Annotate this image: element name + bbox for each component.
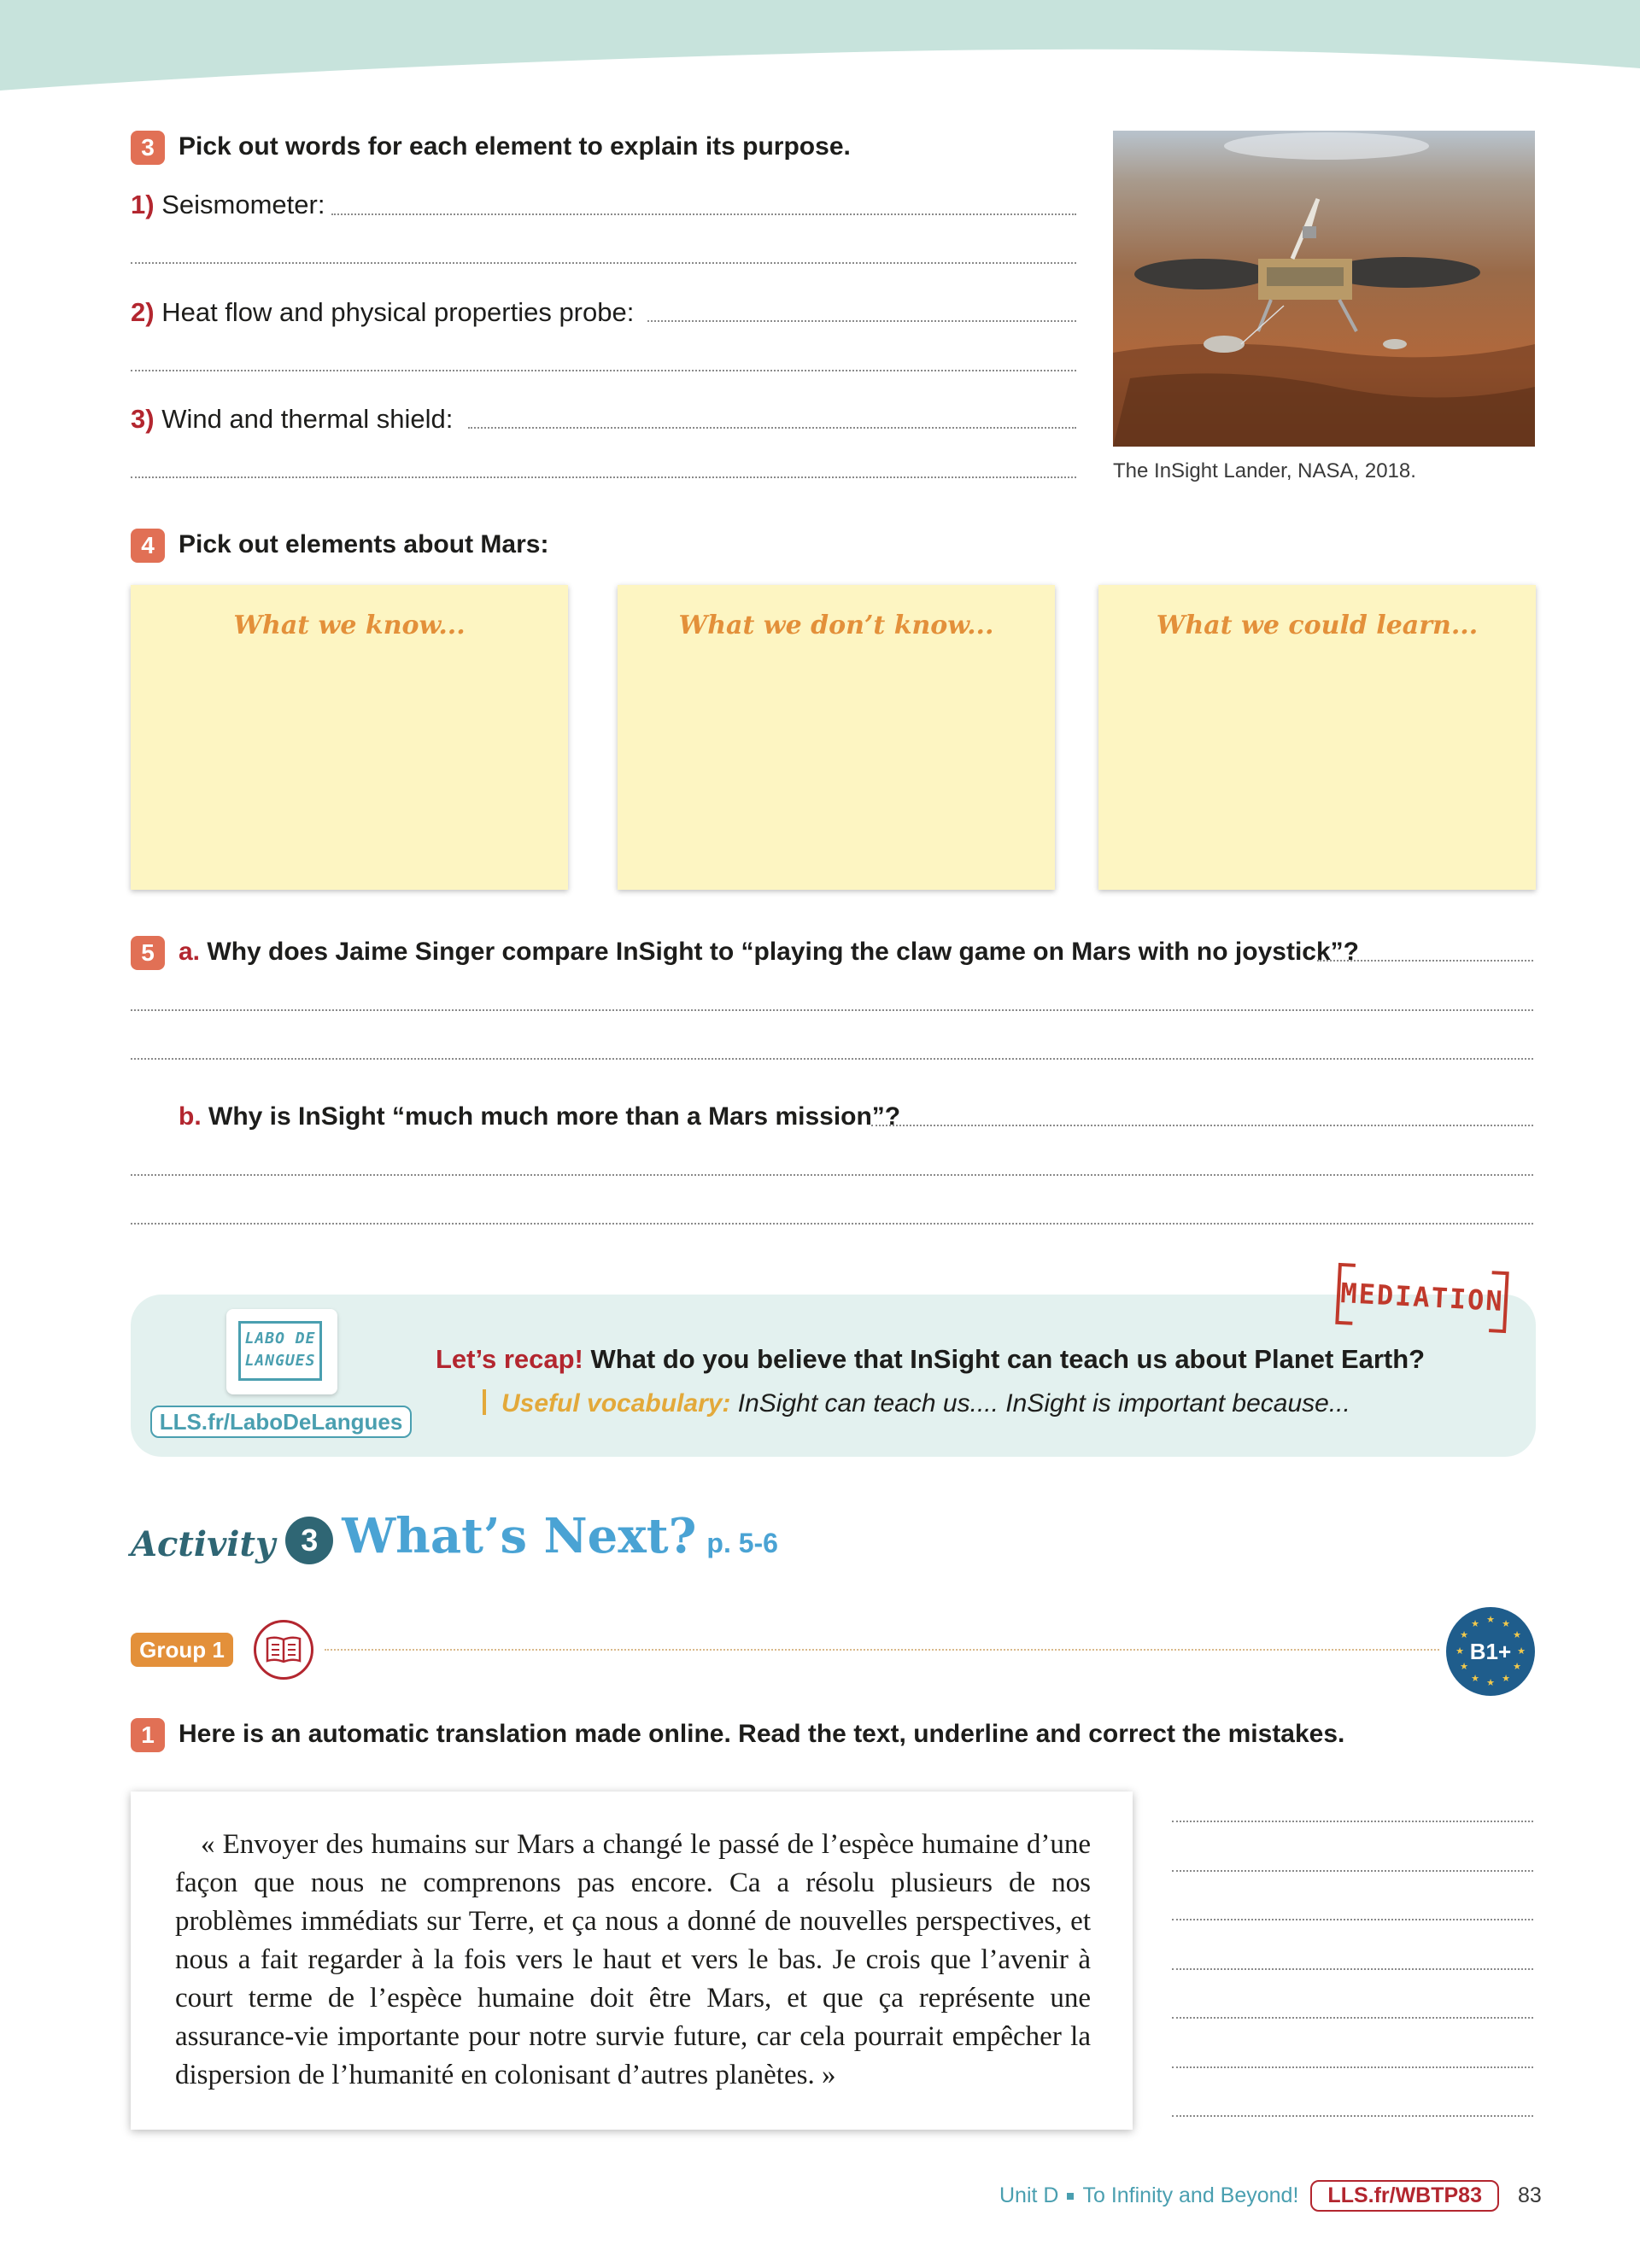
mediation-stamp: MEDIATION [1333,1261,1511,1336]
recap-question: Let’s recap! What do you believe that InSight can teach us about Planet Earth? [436,1344,1426,1374]
labo-de-langues-logo[interactable] [226,1309,337,1394]
answer-line[interactable] [131,1058,1533,1060]
question-5b: b. Why is InSight “much much more than a Mars mission”? [179,1102,901,1131]
note-title: What we know... [233,611,466,640]
answer-line[interactable] [131,370,1076,371]
question-3-title: Pick out words for each element to explain its purpose. [179,132,851,161]
svg-text:★: ★ [1513,1661,1521,1672]
logo-text: LABO DE [244,1330,316,1347]
answer-line[interactable] [131,1009,1533,1011]
svg-text:★: ★ [1456,1645,1464,1657]
activity-word: Activity [131,1524,276,1564]
insight-lander-photo [1113,131,1535,447]
svg-text:★: ★ [1486,1614,1495,1625]
note-title: What we could learn... [1156,611,1479,640]
svg-text:★: ★ [1502,1618,1510,1629]
note-title: What we don’t know... [678,611,994,640]
q3-item-2-label: 2) Heat flow and physical properties probe: [131,297,635,327]
answer-line[interactable] [131,476,1076,478]
activity-number: 3 [285,1517,333,1564]
answer-line[interactable] [647,320,1076,322]
square-bullet-icon [1067,2193,1074,2200]
logo-text: LANGUES [244,1352,316,1370]
group-badge: Group 1 [131,1633,233,1667]
answer-line[interactable] [1172,2115,1533,2117]
question-number-badge: 3 [131,131,165,165]
cefr-level-badge: ★ ★ ★ ★ ★ ★ ★ ★ ★ ★ ★ ★ B1+ [1446,1607,1535,1696]
svg-text:★: ★ [1502,1673,1510,1684]
answer-line[interactable] [131,1223,1533,1225]
activity-title: What’s Next? [342,1508,697,1564]
answer-line[interactable] [331,213,1076,215]
footer-title: To Infinity and Beyond! [1082,2183,1299,2207]
labo-de-langues-link[interactable]: LLS.fr/LaboDeLangues [150,1406,412,1438]
question-5a: a. Why does Jaime Singer compare InSight to “playing the claw game on Mars with no joystick”? [179,938,1359,966]
top-decorative-band [0,0,1640,94]
q3-item-1-label: 1) Seismometer: [131,190,325,219]
question-number-badge: 5 [131,936,165,970]
activity-pages: p. 5-6 [706,1528,778,1558]
svg-text:★: ★ [1460,1661,1468,1672]
answer-line[interactable] [131,1174,1533,1176]
svg-text:★: ★ [1517,1645,1526,1657]
svg-text:★: ★ [1471,1673,1479,1684]
answer-line[interactable] [1172,1821,1533,1822]
translation-text-box [131,1792,1133,2130]
footer-unit: Unit D [999,2183,1059,2207]
answer-line[interactable] [1172,1919,1533,1920]
useful-vocabulary: Useful vocabulary: InSight can teach us.... InSight is important because... [483,1389,1350,1418]
answer-line[interactable] [1172,1870,1533,1872]
answer-line[interactable] [1172,2017,1533,2019]
footer-link[interactable]: LLS.fr/WBTP83 [1310,2180,1499,2212]
page-footer [999,2180,1542,2212]
answer-line[interactable] [1172,1968,1533,1970]
note-what-we-know[interactable] [131,585,568,890]
q3-item-3-label: 3) Wind and thermal shield: [131,404,454,434]
question-number-badge: 4 [131,529,165,563]
group-separator-line [325,1649,1439,1651]
answer-line[interactable] [131,262,1076,264]
answer-line[interactable] [1172,2066,1533,2068]
note-what-we-could-learn[interactable] [1098,585,1536,890]
book-icon [254,1620,313,1680]
question-4-title: Pick out elements about Mars: [179,530,549,558]
page-number: 83 [1518,2183,1542,2207]
note-what-we-dont-know[interactable] [618,585,1055,890]
svg-text:★: ★ [1513,1629,1521,1640]
translation-text: « Envoyer des humains sur Mars a changé le passé de l’espèce humaine d’une façon que nous ne comprenons pas encore. Ca a résolu plusieurs de nos problèmes immédiats sur Terre, et ça nous a donné de nouvelles perspectives, et nous a fait regarder à la fois vers le haut et vers le bas. Je crois que l’avenir à court terme de l’espèce humaine doit être Mars, et que ça représente une assurance-vie importante pour notre survie future, car cela pourrait empêcher la dispersion de l’humanité en colonisant d’autres planètes. » [175,1829,1091,2090]
activity-heading [131,1508,778,1564]
question-number-badge: 1 [131,1718,165,1752]
svg-text:★: ★ [1460,1629,1468,1640]
answer-line[interactable] [1317,960,1533,962]
answer-line[interactable] [871,1125,1533,1126]
svg-text:★: ★ [1486,1677,1495,1688]
answer-line[interactable] [468,427,1076,429]
question-1-title: Here is an automatic translation made online. Read the text, underline and correct the mistakes. [179,1720,1345,1748]
image-caption: The InSight Lander, NASA, 2018. [1113,459,1416,482]
svg-text:★: ★ [1471,1618,1479,1629]
